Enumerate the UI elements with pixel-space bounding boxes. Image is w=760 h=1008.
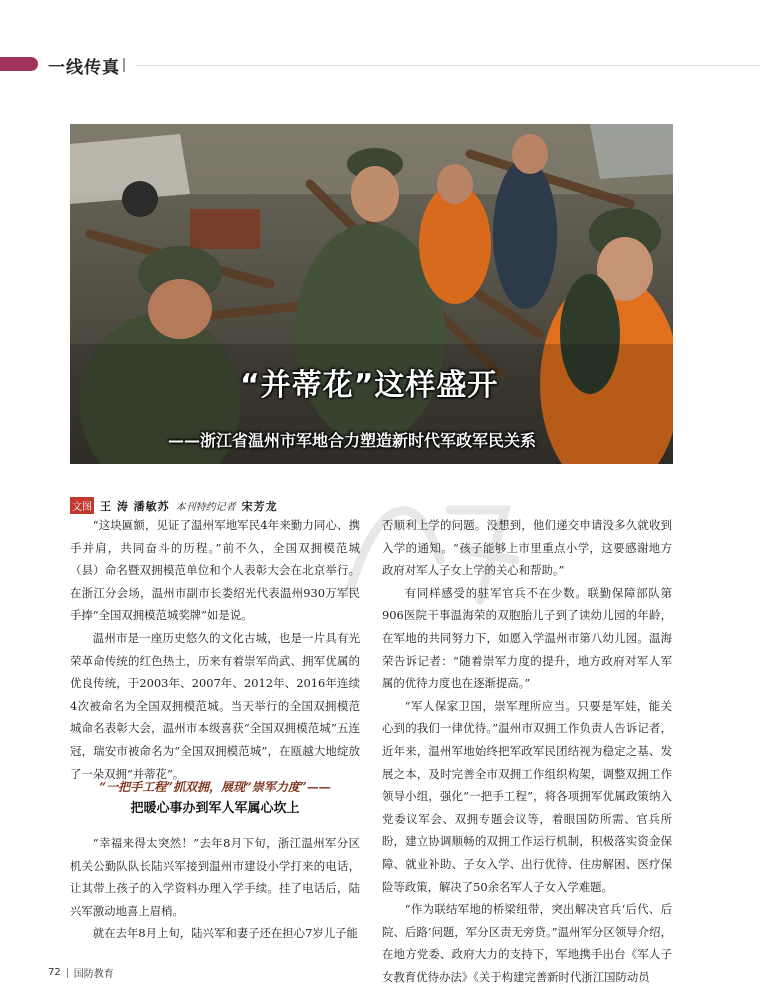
paragraph: “作为联结军地的桥梁纽带，突出解决官兵‘后代、后院、后路’问题，军分区责无旁贷。”温州军分区领导介绍，在地方党委、政府大力的支持下，军地携手出台《军人子女教育优待办法》《关于构建完善新时代浙江国防动员	[382, 902, 672, 984]
section-color-tab	[0, 57, 38, 71]
paragraph: “这块匾额，见证了温州军地军民4年来勤力同心、携手并肩，共同奋斗的历程。”前不久，全国双拥模范城（县）命名暨双拥模范单位和个人表彰大会在北京举行。在浙江分会场，温州市副市长娄绍光代表温州930万军民手捧“全国双拥模范城奖牌”如是说。	[70, 518, 360, 623]
hero-photo	[70, 124, 673, 464]
section-divider	[123, 58, 125, 72]
article-headline: “并蒂花”这样盛开	[240, 368, 499, 403]
paragraph: 温州市是一座历史悠久的文化古城，也是一片具有光荣革命传统的红色热土，历来有着崇军尚武、拥军优属的优良传统，于2003年、2007年、2012年、2016年连续4次被命名为全国双拥模范城。当天举行的全国双拥模范城命名表彰大会，温州市本级喜获“全国双拥模范城”五连冠，瑞安市被命名为“全国双拥模范城”，在瓯越大地绽放了一朵双拥“并蒂花”。	[70, 630, 360, 781]
byline-tag: 文图	[70, 497, 94, 514]
article-subheadline: ——浙江省温州市军地合力塑造新时代军政军民关系	[168, 431, 537, 450]
section-subhead-kicker: “一把手工程”抓双拥，展现“崇军力度”——	[99, 780, 331, 794]
byline	[70, 497, 278, 514]
section-title: 一线传真	[48, 58, 120, 78]
article-column-right	[382, 514, 672, 988]
page-number: 72	[48, 967, 61, 978]
byline-reporter: 宋芳龙	[241, 499, 278, 513]
hero-photo-illustration	[70, 124, 673, 464]
paragraph: 就在去年8月上旬，陆兴军和妻子还在担心7岁儿子能	[92, 926, 358, 941]
section-rule	[136, 65, 760, 66]
byline-authors: 王 涛 潘敏苏	[100, 499, 170, 513]
paragraph: 有同样感受的驻军官兵不在少数。联勤保障部队第906医院干事温海荣的双胞胎儿子到了读幼儿园的年龄，在军地的共同努力下，如愿入学温州市第八幼儿园。温海荣告诉记者：“随着崇军力度的提升，地方政府对军人军属的优待力度也在逐渐提高。”	[382, 585, 672, 691]
paragraph-continued: 否顺利上学的问题。没想到，他们递交申请没多久就收到入学的通知。“孩子能够上市里重点小学，这要感谢地方政府对军人子女上学的关心和帮助。”	[382, 518, 672, 578]
footer-divider	[67, 968, 68, 978]
magazine-name: 国防教育	[73, 969, 114, 980]
paragraph: “幸福来得太突然！”去年8月下旬，浙江温州军分区机关公勤队队长陆兴军接到温州市建设小学打来的电话，让其带上孩子的入学资料办理入学手续。挂了电话后，陆兴军激动地喜上眉梢。	[70, 836, 360, 918]
page-footer	[48, 965, 114, 980]
article-column-left-bottom	[70, 832, 360, 945]
section-subhead-title: 把暖心事办到军人军属心坎上	[130, 801, 300, 816]
byline-role: 本刊特约记者	[175, 502, 236, 513]
paragraph: “军人保家卫国，崇军理所应当。只要是军娃，能关心到的我们一律优待。”温州市双拥工作负责人告诉记者，近年来，温州军地始终把军政军民团结视为稳定之基、发展之本，及时完善全市双拥工作组织构架，调整双拥工作领导小组，强化“一把手工程”，将各项拥军优属政策纳入党委议军会、双拥专题会议等，着眼国防所需、官兵所盼，建立协调顺畅的双拥工作运行机制，积极落实资金保障、就业补助、子女入学、出行优待、住房解困、医疗保险等政策，解决了50余名军人子女入学难题。	[382, 698, 672, 894]
article-column-left-top	[70, 514, 360, 785]
